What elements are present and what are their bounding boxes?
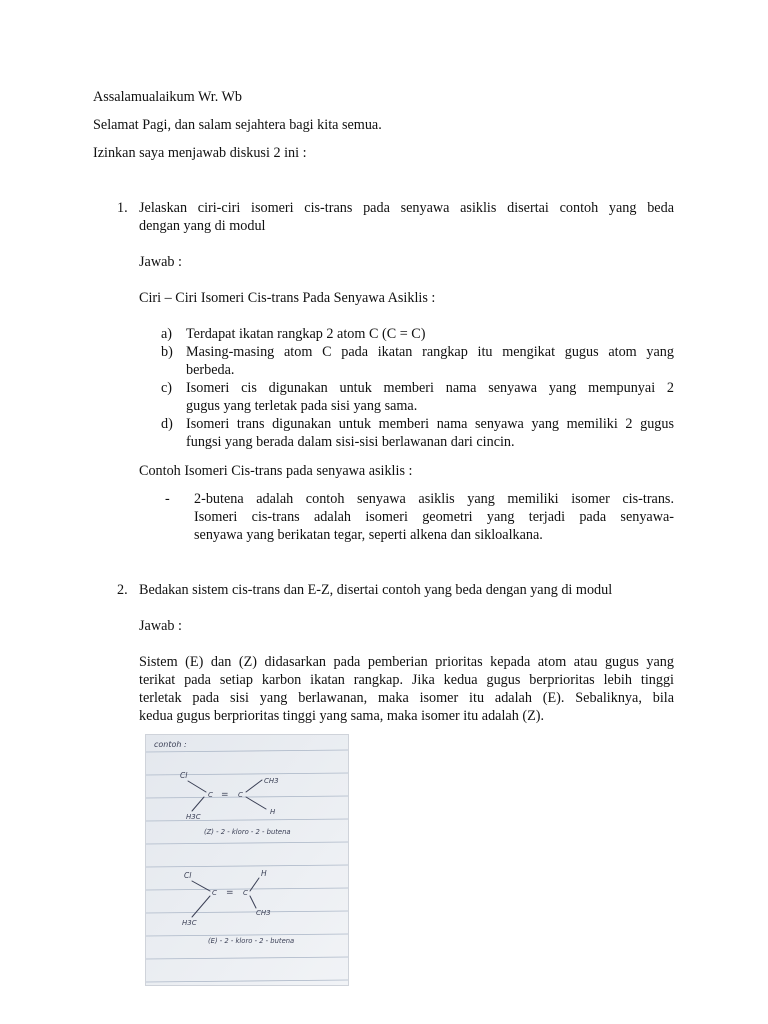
list-item-line: Isomeri trans digunakan untuk memberi nama senyawa yang memiliki 2 gugus bbox=[186, 416, 674, 432]
question-text-line: Bedakan sistem cis-trans dan E-Z, disertai contoh yang beda dengan yang di modul bbox=[139, 582, 613, 598]
list-marker: a) bbox=[161, 326, 173, 342]
question-number: 1. bbox=[117, 200, 128, 216]
z-carbon-2: C bbox=[238, 791, 243, 799]
question-text-line: dengan yang di modul bbox=[139, 218, 266, 234]
list-item-line: gugus yang terletak pada sisi yang sama. bbox=[186, 398, 418, 414]
e-cl-label: Cl bbox=[184, 871, 192, 880]
list-item-line: berbeda. bbox=[186, 362, 235, 378]
z-double-bond: = bbox=[221, 790, 229, 800]
e-carbon-2: C bbox=[243, 889, 248, 897]
list-item-line: fungsi yang berada dalam sisi-sisi berlawanan dari cincin. bbox=[186, 434, 515, 450]
paragraph-line: terikat pada setiap karbon ikatan rangkap. Jika kedua gugus berprioritas lebih tinggi bbox=[139, 672, 674, 688]
e-h3c-label: H3C bbox=[182, 919, 197, 927]
paragraph-line: Sistem (E) dan (Z) didasarkan pada pemberian prioritas kepada atom atau gugus yang bbox=[139, 654, 674, 670]
z-carbon-1: C bbox=[208, 791, 213, 799]
answer-label: Jawab : bbox=[139, 254, 182, 270]
section-heading: Contoh Isomeri Cis-trans pada senyawa asiklis : bbox=[139, 463, 413, 479]
e-carbon-1: C bbox=[212, 889, 217, 897]
question-number: 2. bbox=[117, 582, 128, 598]
list-item-line: Isomeri cis digunakan untuk memberi nama senyawa yang mempunyai 2 bbox=[186, 380, 674, 396]
notebook-paper bbox=[146, 735, 348, 985]
list-marker: c) bbox=[161, 380, 173, 396]
greeting-line: Selamat Pagi, dan salam sejahtera bagi kita semua. bbox=[93, 117, 382, 133]
e-name-label: (E) - 2 - kloro - 2 - butena bbox=[208, 937, 295, 945]
list-item-line: Masing-masing atom C pada ikatan rangkap itu mengikat gugus atom yang bbox=[186, 344, 674, 360]
z-ch3-label: CH3 bbox=[264, 777, 279, 785]
list-marker: b) bbox=[161, 344, 173, 360]
section-heading: Ciri – Ciri Isomeri Cis-trans Pada Senyawa Asiklis : bbox=[139, 290, 436, 306]
greeting-line: Izinkan saya menjawab diskusi 2 ini : bbox=[93, 145, 307, 161]
question-text-line: Jelaskan ciri-ciri isomeri cis-trans pada senyawa asiklis disertai contoh yang beda bbox=[139, 200, 674, 216]
z-name-label: (Z) - 2 - kloro - 2 - butena bbox=[204, 828, 291, 836]
answer-label: Jawab : bbox=[139, 618, 182, 634]
e-h-label: H bbox=[261, 869, 267, 878]
list-item-line: Terdapat ikatan rangkap 2 atom C (C = C) bbox=[186, 326, 426, 342]
e-ch3-label: CH3 bbox=[256, 909, 271, 917]
e-double-bond: = bbox=[226, 888, 234, 898]
dash-marker: - bbox=[165, 491, 170, 507]
photo-header: contoh : bbox=[154, 740, 187, 749]
handwritten-notes-photo bbox=[145, 734, 349, 986]
list-marker: d) bbox=[161, 416, 173, 432]
z-h3c-label: H3C bbox=[186, 813, 201, 821]
example-line: senyawa yang berikatan tegar, seperti alkena dan sikloalkana. bbox=[194, 527, 543, 543]
example-line: 2-butena adalah contoh senyawa asiklis yang memiliki isomer cis-trans. bbox=[194, 491, 674, 507]
z-h-label: H bbox=[270, 808, 276, 816]
paragraph-line: kedua gugus berprioritas tinggi yang sama, maka isomer itu adalah (Z). bbox=[139, 708, 545, 724]
paragraph-line: terletak pada sisi yang berlawanan, maka isomer itu adalah (E). Sebaliknya, bila bbox=[139, 690, 674, 706]
greeting-line: Assalamualaikum Wr. Wb bbox=[93, 89, 243, 105]
example-line: Isomeri cis-trans adalah isomeri geometri yang terjadi pada senyawa- bbox=[194, 509, 674, 525]
z-cl-label: Cl bbox=[180, 771, 188, 780]
